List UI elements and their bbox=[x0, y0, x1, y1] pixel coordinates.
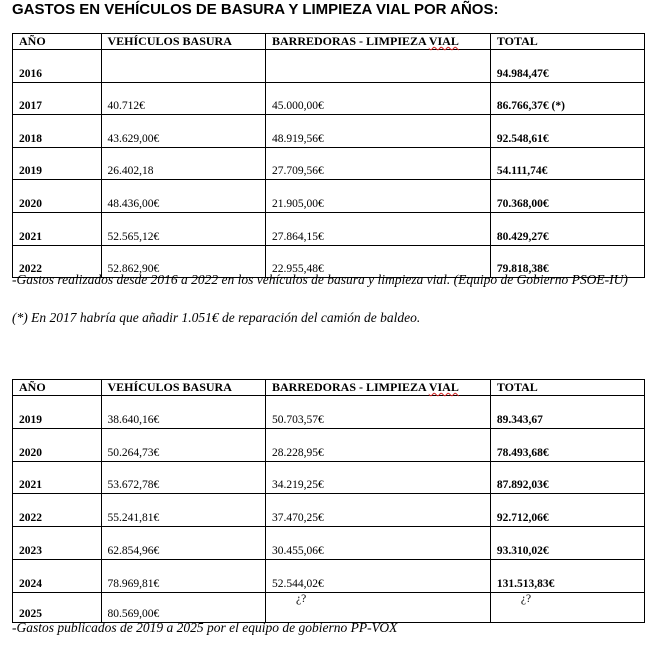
cell-year bbox=[13, 82, 102, 115]
cell-total bbox=[490, 527, 644, 560]
cell-total bbox=[490, 115, 644, 148]
cell-trucks bbox=[101, 180, 266, 213]
cell-total-value: 70.368,00€ bbox=[496, 197, 549, 210]
cell-sweepers-value: 37.470,25€ bbox=[272, 512, 324, 525]
expenses-table-psoe-iu bbox=[12, 33, 645, 278]
cell-year-value: 2022 bbox=[19, 263, 42, 276]
cell-trucks bbox=[101, 115, 266, 148]
table-header-row bbox=[13, 34, 645, 50]
cell-total bbox=[490, 180, 644, 213]
cell-year-value: 2018 bbox=[19, 132, 42, 145]
cell-year bbox=[13, 527, 102, 560]
cell-trucks bbox=[101, 592, 266, 622]
cell-sweepers bbox=[266, 50, 491, 83]
cell-trucks bbox=[101, 527, 266, 560]
header-total: TOTAL bbox=[490, 380, 644, 396]
cell-trucks-value: 52.565,12€ bbox=[107, 230, 160, 243]
cell-sweepers bbox=[266, 428, 491, 461]
cell-trucks bbox=[101, 396, 266, 429]
cell-trucks-value: 38.640,16€ bbox=[107, 413, 160, 426]
page-title: GASTOS EN VEHÍCULOS DE BASURA Y LIMPIEZA VIAL POR AÑOS: bbox=[12, 1, 499, 18]
table-row bbox=[13, 592, 645, 622]
cell-year-value: 2021 bbox=[19, 230, 42, 243]
cell-sweepers bbox=[266, 527, 491, 560]
cell-year bbox=[13, 50, 102, 83]
cell-trucks-value: 80.569,00€ bbox=[107, 607, 160, 620]
cell-total bbox=[490, 428, 644, 461]
cell-sweepers bbox=[266, 180, 491, 213]
table-row bbox=[13, 180, 645, 213]
cell-year bbox=[13, 428, 102, 461]
cell-year-value: 2025 bbox=[19, 607, 42, 620]
cell-year-value: 2019 bbox=[19, 165, 42, 178]
cell-trucks-value: 52.862,90€ bbox=[107, 263, 160, 276]
cell-total-value: 92.712,06€ bbox=[496, 512, 549, 525]
cell-sweepers bbox=[266, 115, 491, 148]
table-row bbox=[13, 147, 645, 180]
cell-sweepers bbox=[266, 396, 491, 429]
header-total: TOTAL bbox=[490, 34, 644, 50]
cell-total-value: 93.310,02€ bbox=[496, 544, 549, 557]
cell-total bbox=[490, 147, 644, 180]
cell-year-value: 2017 bbox=[19, 100, 42, 113]
cell-total bbox=[490, 212, 644, 245]
table-row bbox=[13, 212, 645, 245]
cell-total-value: 92.548,61€ bbox=[496, 132, 549, 145]
cell-trucks-value: 48.436,00€ bbox=[107, 197, 160, 210]
cell-sweepers-value: 27.864,15€ bbox=[272, 230, 324, 243]
table-row bbox=[13, 50, 645, 83]
note-psoe-iu: -Gastos realizados desde 2016 a 2022 en los vehículos de basura y limpieza vial. (Equipo de Gobierno PSOE-IU) bbox=[12, 272, 628, 287]
cell-sweepers bbox=[266, 461, 491, 494]
cell-trucks bbox=[101, 559, 266, 592]
table-row bbox=[13, 494, 645, 527]
cell-sweepers-value: 45.000,00€ bbox=[272, 100, 324, 113]
cell-trucks bbox=[101, 428, 266, 461]
cell-trucks-value: 40.712€ bbox=[107, 100, 145, 113]
cell-trucks bbox=[101, 147, 266, 180]
cell-trucks-value: 78.969,81€ bbox=[107, 577, 160, 590]
cell-total-value: 94.984,47€ bbox=[496, 67, 549, 80]
cell-sweepers-value: 28.228,95€ bbox=[272, 446, 324, 459]
cell-year-value: 2023 bbox=[19, 544, 42, 557]
cell-total bbox=[490, 396, 644, 429]
cell-year bbox=[13, 147, 102, 180]
cell-sweepers-value: 52.544,02€ bbox=[272, 577, 324, 590]
table-row bbox=[13, 115, 645, 148]
cell-total-value: 89.343,67 bbox=[496, 413, 543, 426]
cell-total-value: 80.429,27€ bbox=[496, 230, 549, 243]
cell-total-value: 86.766,37€ (*) bbox=[496, 100, 565, 113]
cell-total-value: 87.892,03€ bbox=[496, 479, 549, 492]
cell-sweepers bbox=[266, 592, 491, 622]
cell-year bbox=[13, 115, 102, 148]
cell-trucks bbox=[101, 50, 266, 83]
cell-year bbox=[13, 494, 102, 527]
cell-year-value: 2022 bbox=[19, 512, 42, 525]
cell-total-value: 54.111,74€ bbox=[496, 165, 548, 178]
table-row bbox=[13, 428, 645, 461]
note-2017-repair: (*) En 2017 habría que añadir 1.051€ de reparación del camión de baldeo. bbox=[12, 310, 421, 325]
cell-total bbox=[490, 592, 644, 622]
table-row bbox=[13, 82, 645, 115]
cell-year bbox=[13, 212, 102, 245]
cell-trucks-value: 26.402,18 bbox=[107, 165, 154, 178]
cell-year-value: 2020 bbox=[19, 446, 42, 459]
cell-sweepers-value: 50.703,57€ bbox=[272, 413, 324, 426]
cell-sweepers bbox=[266, 212, 491, 245]
table-header-row bbox=[13, 380, 645, 396]
cell-sweepers bbox=[266, 82, 491, 115]
cell-total bbox=[490, 461, 644, 494]
cell-year bbox=[13, 559, 102, 592]
cell-sweepers bbox=[266, 147, 491, 180]
table-row bbox=[13, 396, 645, 429]
cell-year bbox=[13, 592, 102, 622]
cell-year bbox=[13, 180, 102, 213]
cell-trucks-value: 55.241,81€ bbox=[107, 512, 160, 525]
header-sweepers bbox=[266, 34, 491, 50]
header-trucks: VEHÍCULOS BASURA bbox=[101, 34, 266, 50]
cell-year bbox=[13, 396, 102, 429]
cell-sweepers-value: 48.919,56€ bbox=[272, 132, 324, 145]
cell-trucks bbox=[101, 494, 266, 527]
cell-year bbox=[13, 461, 102, 494]
cell-total bbox=[490, 50, 644, 83]
cell-year-value: 2016 bbox=[19, 67, 42, 80]
cell-year-value: 2019 bbox=[19, 413, 42, 426]
cell-trucks-value: 62.854,96€ bbox=[107, 544, 160, 557]
cell-total-value: 78.493,68€ bbox=[496, 446, 549, 459]
cell-total-value: 131.513,83€ bbox=[496, 577, 555, 590]
table-row bbox=[13, 461, 645, 494]
cell-sweepers-value: 30.455,06€ bbox=[272, 544, 324, 557]
header-year: AÑO bbox=[13, 34, 102, 50]
cell-sweepers bbox=[266, 494, 491, 527]
cell-sweepers-value: 21.905,00€ bbox=[272, 197, 324, 210]
expenses-table-pp-vox bbox=[12, 379, 645, 623]
header-sweepers bbox=[266, 380, 491, 396]
cell-sweepers bbox=[266, 559, 491, 592]
header-year: AÑO bbox=[13, 380, 102, 396]
cell-trucks bbox=[101, 82, 266, 115]
cell-total-value: 79.818,38€ bbox=[496, 263, 549, 276]
cell-trucks bbox=[101, 461, 266, 494]
cell-total bbox=[490, 82, 644, 115]
cell-total-value: ¿? bbox=[520, 592, 532, 605]
cell-trucks-value: 50.264,73€ bbox=[107, 446, 160, 459]
note-pp-vox: -Gastos publicados de 2019 a 2025 por el equipo de gobierno PP-VOX bbox=[12, 620, 398, 635]
cell-sweepers-value: 27.709,56€ bbox=[272, 165, 324, 178]
cell-sweepers-value: 22.955,48€ bbox=[272, 263, 324, 276]
header-sweepers-label: BARREDORAS - LIMPIEZA VIAL bbox=[272, 34, 459, 48]
cell-trucks-value: 53.672,78€ bbox=[107, 479, 160, 492]
cell-trucks-value: 43.629,00€ bbox=[107, 132, 160, 145]
table-row bbox=[13, 559, 645, 592]
cell-year-value: 2021 bbox=[19, 479, 42, 492]
header-trucks: VEHÍCULOS BASURA bbox=[101, 380, 266, 396]
header-sweepers-label: BARREDORAS - LIMPIEZA VIAL bbox=[272, 380, 459, 394]
table-row bbox=[13, 527, 645, 560]
cell-total bbox=[490, 559, 644, 592]
cell-sweepers-value: ¿? bbox=[296, 592, 307, 605]
cell-total bbox=[490, 494, 644, 527]
cell-sweepers-value: 34.219,25€ bbox=[272, 479, 324, 492]
cell-trucks bbox=[101, 212, 266, 245]
cell-year-value: 2020 bbox=[19, 197, 42, 210]
cell-year-value: 2024 bbox=[19, 577, 42, 590]
